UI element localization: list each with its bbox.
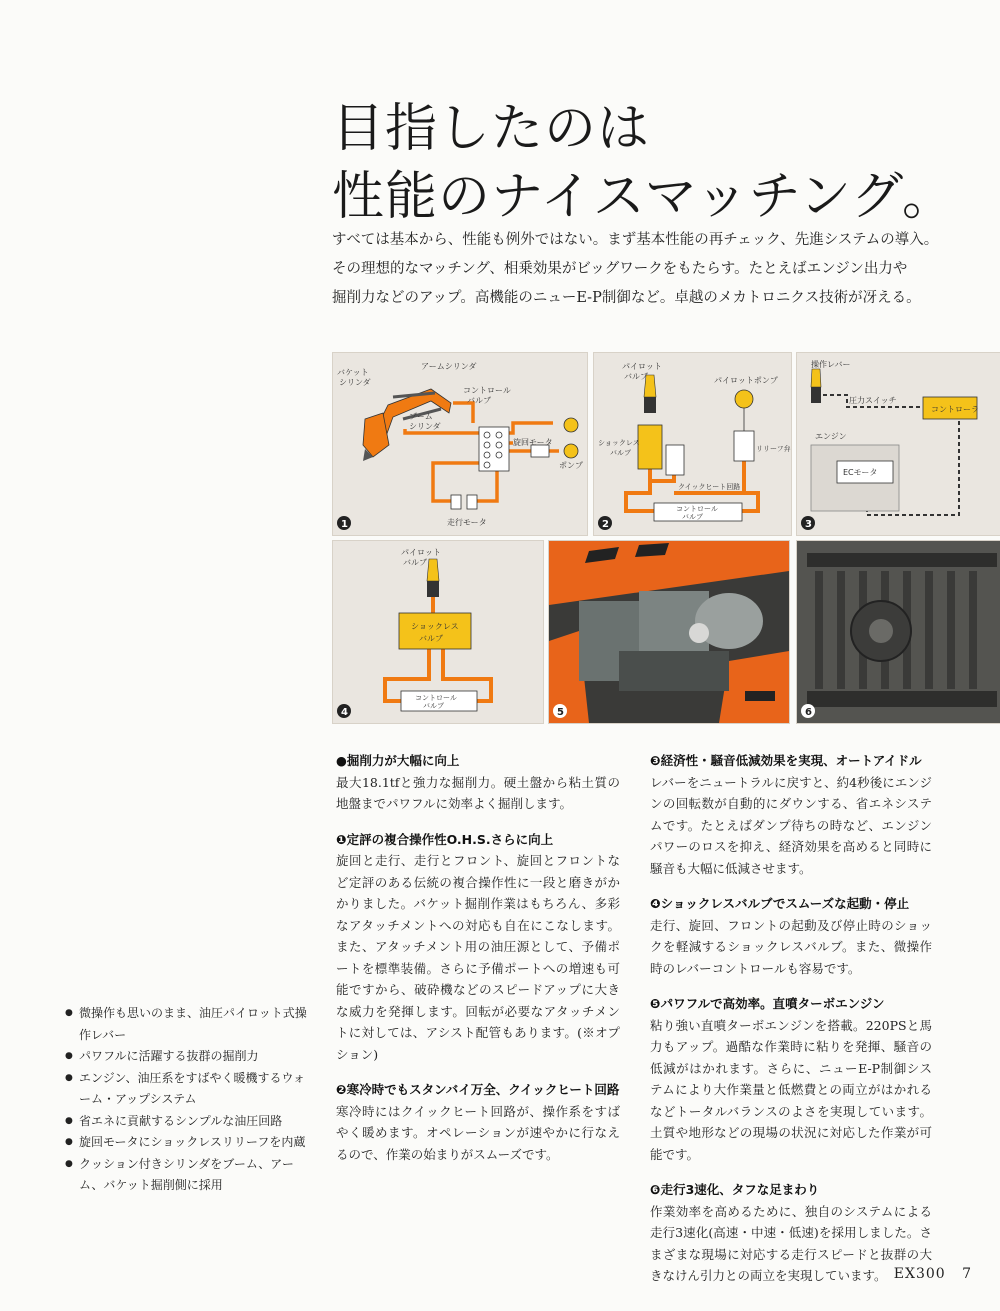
label-engine: エンジン bbox=[815, 432, 847, 441]
label-pilot-1: パイロット bbox=[622, 362, 662, 371]
diagram-number: 4 bbox=[341, 707, 348, 718]
label-pilot-2: バルブ bbox=[624, 372, 648, 381]
feature-body: 旋回と走行、走行とフロント、旋回とフロントなど定評のある伝統の複合操作性に一段と磨きがかかりました。バケット掘削作業はもちろん、多彩なアタッチメントへの対応も自在にこなします。また、アタッチメント用の油圧源として、予備ポートを標準装備。さらに予備ポートへの増速も可能ですから、破砕機などのスピードアップに大きな威力を発揮します。回転が必要なアタッチメントに対しては、アシスト配管もあります。(※オプション) bbox=[336, 853, 620, 1062]
label-shockless-2: バルブ bbox=[610, 449, 631, 457]
feature-digging-force bbox=[336, 750, 620, 815]
label-controller: コントローラ bbox=[931, 405, 979, 414]
feature-body: 粘り強い直噴ターボエンジンを搭載。220PSと馬力もアップ。過酷な作業時に粘りを発揮、騒音の低減がはかれます。さらに、ニューE-P制御システムにより大作業量と低燃費との両立がはかれるなどトータルバランスのよさを実現しています。土質や地形などの現場の状況に対応した作業が可能です。 bbox=[650, 1017, 932, 1162]
bullet-item: ● クッション付きシリンダをブーム、アーム、バケット掘削側に採用 bbox=[65, 1154, 315, 1197]
feature-title: ❻走行3速化、タフな足まわり bbox=[650, 1182, 820, 1197]
label-shockless-1: ショックレス bbox=[411, 622, 459, 631]
control-lever-icon bbox=[811, 387, 821, 403]
feature-auto-idle bbox=[650, 750, 932, 879]
travel-motor-icon bbox=[451, 495, 461, 509]
bullet-item: ● エンジン、油圧系をすばやく暖機するウォーム・アップシステム bbox=[65, 1068, 315, 1111]
diagram-4-shockless-valve bbox=[332, 540, 544, 724]
diagram-1-hydraulic-circuit bbox=[332, 352, 588, 536]
travel-motor-icon bbox=[467, 495, 477, 509]
label-pilot-pump: パイロットポンプ bbox=[714, 376, 778, 385]
label-arm: アームシリンダ bbox=[421, 362, 477, 371]
feature-body: 作業効率を高めるために、独自のシステムによる走行3速化(高速・中速・低速)を採用しました。さまざまな現場に対応する走行スピードと抜群の大きなけん引力との両立を実現しています。 bbox=[650, 1203, 932, 1283]
photo-number: 5 bbox=[557, 707, 564, 718]
label-pump: ポンプ bbox=[559, 461, 583, 470]
label-lever: 操作レバー bbox=[811, 360, 851, 369]
feature-3-speed-travel bbox=[650, 1179, 932, 1287]
label-shockless-2: バルブ bbox=[419, 634, 443, 643]
control-valve-block bbox=[479, 427, 509, 471]
label-control-2: バルブ bbox=[467, 396, 491, 405]
bullet-item: ● パワフルに活躍する抜群の掘削力 bbox=[65, 1046, 315, 1068]
label-bucket-1: バケット bbox=[337, 368, 369, 377]
pump-icon bbox=[564, 418, 578, 432]
features-column-right bbox=[650, 750, 932, 1301]
feature-title: ❷寒冷時でもスタンバイ万全、クイックヒート回路 bbox=[336, 1082, 620, 1097]
lead-line: その理想的なマッチング、相乗効果がビッグワークをもたらす。たとえばエンジン出力や bbox=[332, 261, 908, 277]
feature-turbo-engine bbox=[650, 993, 932, 1165]
label-control-1: コントロール bbox=[415, 694, 457, 702]
feature-body: 最大18.1tfと強力な掘削力。硬土盤から粘土質の地盤までパワフルに効率よく掘削します。 bbox=[336, 774, 620, 811]
pilot-lever-icon bbox=[644, 397, 656, 413]
feature-quick-heat bbox=[336, 1079, 620, 1165]
label-pressure-switch: 圧力スイッチ bbox=[849, 396, 897, 405]
bullet-item: ● 旋回モータにショックレスリリーフを内蔵 bbox=[65, 1132, 315, 1154]
feature-ohs bbox=[336, 829, 620, 1066]
diagram-3-auto-idle bbox=[796, 352, 1000, 536]
label-control-2: バルブ bbox=[682, 513, 703, 521]
diagram-2-quick-heat bbox=[593, 352, 792, 536]
feature-title: ❺パワフルで高効率。直噴ターボエンジン bbox=[650, 996, 885, 1011]
label-shockless-1: ショックレス bbox=[598, 439, 640, 447]
lead-line: すべては基本から、性能も例外ではない。まず基本性能の再チェック、先進システムの導入。 bbox=[332, 232, 939, 248]
diagram-number: 2 bbox=[602, 519, 609, 530]
label-ec-motor: ECモータ bbox=[843, 468, 878, 477]
diagram-number: 1 bbox=[341, 519, 348, 530]
shockless-valve-box bbox=[399, 613, 471, 649]
headline-line-2: 性能のナイスマッチング。 bbox=[332, 167, 956, 227]
feature-body: 走行、旋回、フロントの起動及び停止時のショックを軽減するショックレスバルブ。また、微操作時のレバーコントロールも容易です。 bbox=[650, 917, 932, 976]
feature-body: 寒冷時にはクイックヒート回路が、操作系をすばやく暖めます。オペレーションが速やかに行なえるので、作業の始まりがスムーズです。 bbox=[336, 1103, 620, 1162]
feature-title: ❸経済性・騒音低減効果を実現、オートアイドル bbox=[650, 753, 922, 768]
features-column-middle bbox=[336, 750, 620, 1179]
label-boom-2: シリンダ bbox=[409, 422, 441, 431]
lead-paragraph bbox=[332, 226, 939, 313]
lead-line: 掘削力などのアップ。高機能のニューE-P制御など。卓越のメカトロニクス技術が冴える。 bbox=[332, 290, 921, 306]
feature-shockless-valve bbox=[650, 893, 932, 979]
label-relief: リリーフ弁 bbox=[756, 445, 791, 453]
page-footer bbox=[894, 1266, 972, 1282]
model-name: EX300 bbox=[893, 1266, 946, 1282]
pump-icon bbox=[564, 444, 578, 458]
label-control-2: バルブ bbox=[423, 702, 444, 710]
label-pilot-1: パイロット bbox=[401, 548, 441, 557]
feature-bullet-list bbox=[65, 1003, 315, 1197]
label-swing-motor: 旋回モータ bbox=[513, 438, 553, 447]
bullet-item: ● 微操作も思いのまま、油圧パイロット式操作レバー bbox=[65, 1003, 315, 1046]
label-boom-1: ブーム bbox=[409, 412, 433, 421]
feature-title: ❶定評の複合操作性O.H.S.さらに向上 bbox=[336, 831, 554, 847]
pilot-lever-icon bbox=[427, 581, 439, 597]
label-control-1: コントロール bbox=[463, 386, 511, 395]
diagram-number: 3 bbox=[805, 519, 812, 530]
page-number: 7 bbox=[962, 1266, 972, 1282]
label-bucket-2: シリンダ bbox=[339, 378, 371, 387]
label-pilot-2: バルブ bbox=[403, 558, 427, 567]
headline-line-1: 目指したのは bbox=[332, 99, 651, 159]
photo-number: 6 bbox=[805, 707, 812, 718]
feature-body: レバーをニュートラルに戻すと、約4秒後にエンジンの回転数が自動的にダウンする、省エネシステムです。たとえばダンプ待ちの時など、エンジンパワーのロスを抑え、経済効果を高めると同時に騒音も大幅に低減させます。 bbox=[650, 774, 932, 876]
photo-engine-bay bbox=[548, 540, 790, 724]
headline bbox=[332, 95, 955, 231]
feature-title: ●掘削力が大幅に向上 bbox=[336, 753, 460, 768]
feature-title: ❹ショックレスバルブでスムーズな起動・停止 bbox=[650, 896, 910, 911]
photo-undercarriage bbox=[796, 540, 1000, 724]
label-quick-heat: クイックヒート回路 bbox=[678, 483, 741, 491]
label-control-1: コントロール bbox=[676, 505, 718, 513]
label-travel-motor: 走行モータ bbox=[447, 518, 487, 527]
pilot-pump-icon bbox=[735, 390, 753, 408]
bullet-item: ● 省エネに貢献するシンプルな油圧回路 bbox=[65, 1111, 315, 1133]
